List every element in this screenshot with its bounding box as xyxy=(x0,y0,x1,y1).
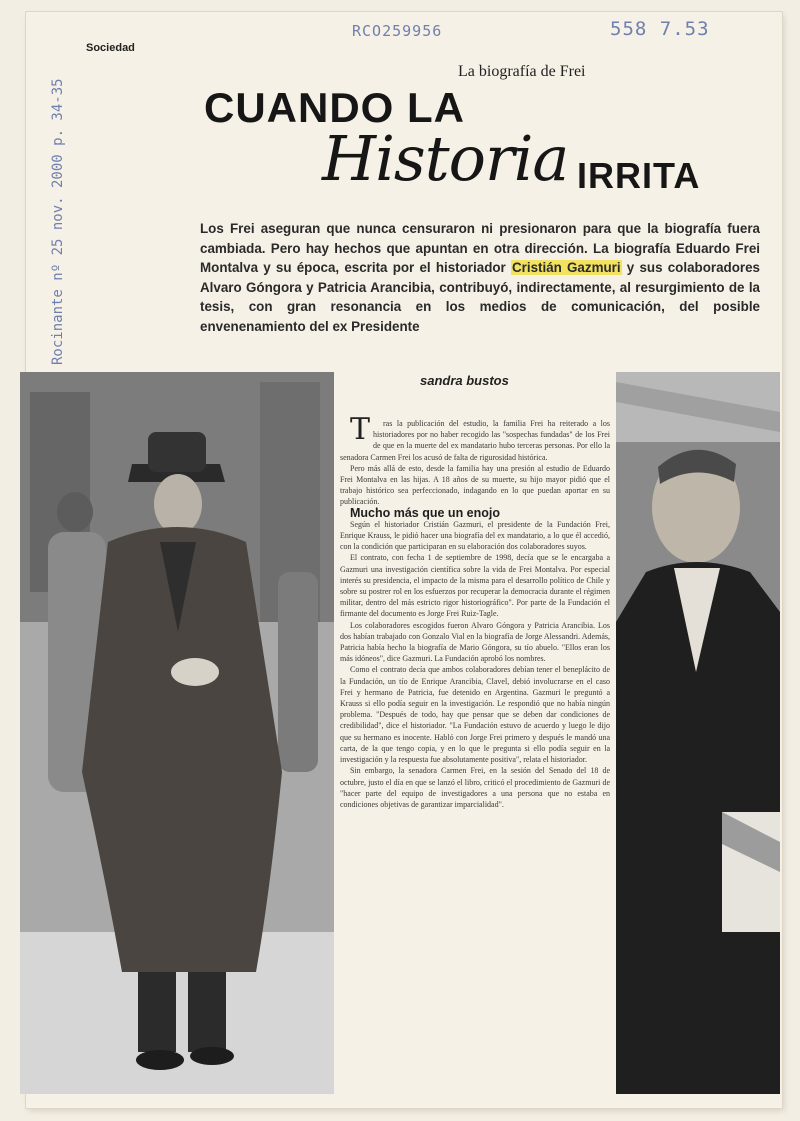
lead-text-before: Los Frei aseguran que nunca censuraron ni presionaron para que la biografía fuera cambiada. Pero hay hechos que apuntan en otra dirección. La biografía Eduardo Frei Montalva y su época, escrita por el historiador xyxy=(200,221,760,275)
photo-man-formal xyxy=(616,372,780,1094)
byline: sandra bustos xyxy=(420,373,509,388)
body-paragraph-6: Como el contrato decía que ambos colaboradores debían tener el beneplácito de la Fundación, un tío de Enrique Arancibia, Clavel, debió involucrarse en el caso Frei y hermano de Patricia, fue detenido en Argentina. Gazmuri le preguntó a Krauss si ello podía seguir en la investigación. Le respondió que no había ningún problema. "Después de todo, hay que pensar que se deben dar condiciones de credibilidad", dice el historiador. "La Fundación estuvo de acuerdo y luego le dijo que su hermano es inocente. Habló con Jorge Frei primero y después le mandó una carta, de la que tengo copia, y en lo que le pregunta si ello podía seguir en la investigación y la respuesta fue absolutamente positiva", relata el historiador. xyxy=(340,665,610,765)
drop-cap: T xyxy=(350,412,371,447)
lead-text-after: y sus colaboradores Alvaro Góngora y Patricia Arancibia, contribuyó, indirectamente, al resurgimiento de la tesis, con gran resonancia en los medios de comunicación, del posible envenenamiento del ex Presidente xyxy=(200,260,760,334)
article-body xyxy=(340,412,610,810)
section-label: Sociedad xyxy=(86,42,135,54)
body-paragraph-2: Pero más allá de esto, desde la familia hay una presión al estudio de Eduardo Frei Montalva en las hijas. A 18 años de su muerte, su hijo mayor pidió que el trabajo histórico sea perfeccionado, indagando en lo que puedan aportar en su publicación. xyxy=(340,463,610,507)
body-paragraph-3: Según el historiador Cristián Gazmuri, el presidente de la Fundación Frei, Enrique Krauss, le pidió hacer una biografía del ex mandatario, a lo que él accedió, con la condición que participaran en su elaboración dos colaboradores suyos. xyxy=(340,519,610,552)
body-paragraph-1-text: ras la publicación del estudio, la familia Frei ha reiterado a los historiadores por no haber recogido las "sospechas fundadas" de los Frei de que en la muerte del ex mandatario hubo terceras personas. Por ello la senadora Carmen Frei los acusó de falta de rigurosidad histórica. xyxy=(340,419,610,462)
body-paragraph-5: Los colaboradores escogidos fueron Alvaro Góngora y Patricia Arancibia. Los dos habían trabajado con Gonzalo Vial en la biografía de Jorge Alessandri. Además, Patricia había hecho la biografía de Mario Góngora, su tío abuelo. "Ellos eran los más idóneos", dice Gazmuri. La Fundación aprobó los nombres. xyxy=(340,620,610,664)
body-paragraph-4: El contrato, con fecha 1 de septiembre de 1998, decía que se le encargaba a Gazmuri una investigación científica sobre la vida de Frei Montalva. Por especial interés su presidencia, el impacto de la misma para el desarrollo político de Chile y sobre su postrer rol en los esfuerzos por recuperar la democracia durante el régimen militar, dentro del más estricto rigor historiográfico". Por parte de la Fundación el firmante del documento es Jorge Frei Ruiz-Tagle. xyxy=(340,553,610,619)
lead-paragraph xyxy=(200,219,760,336)
catalog-code-annotation: RCO259956 xyxy=(352,22,443,40)
photo-man-formal-illustration xyxy=(616,372,780,1094)
body-paragraph-1 xyxy=(340,412,610,463)
title-line-3: IRRITA xyxy=(577,155,701,196)
kicker: La biografía de Frei xyxy=(458,63,586,80)
photo-man-walking-illustration xyxy=(20,372,334,1094)
subhead: Mucho más que un enojo xyxy=(350,505,501,520)
photo-man-walking xyxy=(20,372,334,1094)
number-annotation: 558 7.53 xyxy=(610,18,710,40)
title-line-2: Historia xyxy=(322,122,569,195)
highlighted-name: Cristián Gazmuri xyxy=(511,260,621,275)
title-line-1: CUANDO LA xyxy=(204,84,465,131)
side-handwritten-note: Rocinante nº 25 nov. 2000 p. 34-35 xyxy=(50,78,66,365)
body-paragraph-7: Sin embargo, la senadora Carmen Frei, en la sesión del Senado del 18 de octubre, justo el día en que se lanzó el libro, criticó el procedimiento de Gazmuri de "hacer parte del equipo de investigadores a una persona que no estaba en condiciones objetivas de garantizar imparcialidad". xyxy=(340,766,610,809)
